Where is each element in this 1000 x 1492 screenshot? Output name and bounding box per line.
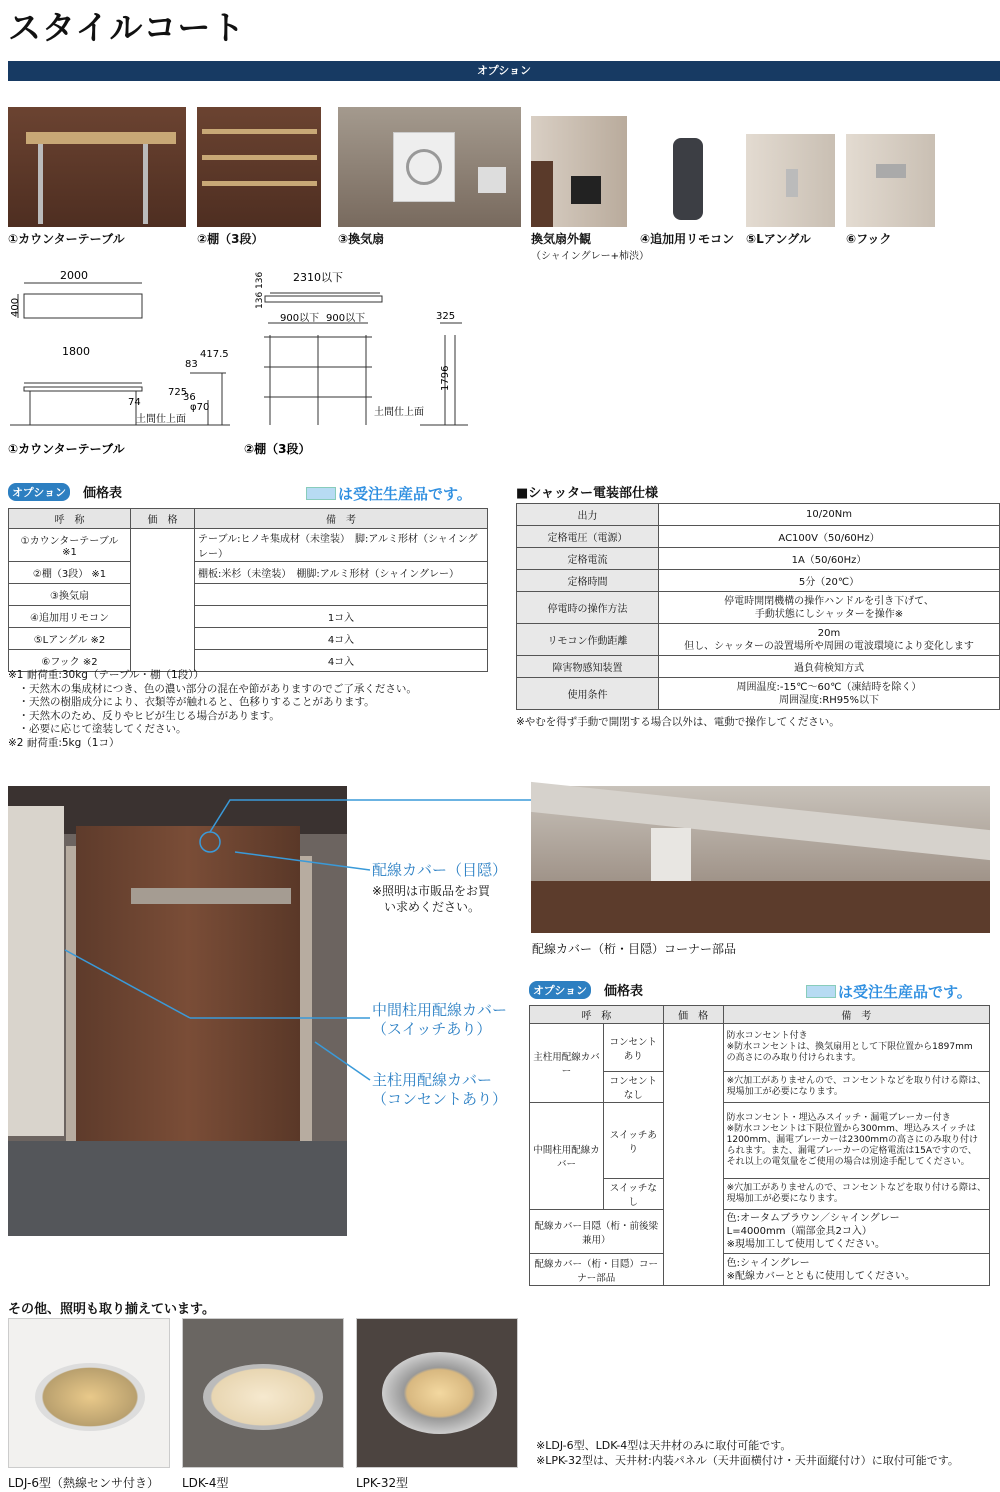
caption-fan-exterior	[531, 230, 649, 262]
dim-70: φ70	[190, 402, 210, 413]
made-to-order-text-2: は受注生産品です。	[838, 983, 972, 1001]
price-cell	[131, 529, 195, 672]
callout-wiring-note: ※照明は市販品をお買 い求めください。	[372, 884, 491, 914]
row-note	[195, 584, 488, 606]
caption-l-angle: ⑤Lアングル	[746, 232, 811, 246]
photo-l-angle	[746, 134, 835, 227]
price-table-2	[529, 1005, 990, 1286]
spec-key: 定格電圧（電源）	[517, 526, 659, 548]
shelf-floor-label: 土間仕上面	[374, 407, 424, 418]
variant-switch-no: スイッチなし	[603, 1179, 663, 1210]
caption-hook: ⑥フック	[846, 232, 892, 246]
variant-outlet-no: コンセントなし	[603, 1072, 663, 1103]
spec-key: 出力	[517, 504, 659, 526]
photo-lpk32	[356, 1318, 518, 1468]
caption-ldk4: LDK-4型	[182, 1476, 229, 1490]
col-name-2: 呼 称	[530, 1006, 664, 1024]
caption-fan-exterior-label: 換気扇外観	[531, 232, 592, 246]
spec-key: 定格時間	[517, 570, 659, 592]
photo-shelf	[197, 107, 321, 227]
row-note: 棚板:米杉（未塗装） 棚脚:アルミ形材（シャイングレー）	[195, 562, 488, 584]
table-row	[9, 606, 488, 628]
price-notes-1: ※1 耐荷重:30kg（テーブル・棚（1段）） ・天然木の集成材につき、色の濃い部分の混在や節がありますのでご了承ください。 ・天然の樹脂成分により、衣類等が触れると、色移りすることがあります。 ・天然木のため、反りやヒビが生じる場合があります。 ・必要に応じて塗装してください。 ※2 耐荷重:5kg（1コ）	[8, 669, 417, 749]
dim-136: 136 136	[255, 271, 265, 309]
callout-mid-post-cover: 中間柱用配線カバー （スイッチあり）	[372, 1001, 508, 1038]
caption-shelf: ②棚（3段）	[197, 232, 264, 246]
dim-725: 725	[168, 387, 188, 398]
spec-key: 障害物感知装置	[517, 656, 659, 678]
photo-hook	[846, 134, 935, 227]
row-name: ⑥フック ※2	[9, 650, 131, 672]
dim-1800: 1800	[62, 345, 90, 358]
option-badge-1: オプション	[8, 483, 70, 501]
col-note-2: 備 考	[723, 1006, 989, 1024]
row-note: 防水コンセント付き ※防水コンセントは、換気扇用として下限位置から1897mm の高さにのみ取り付けられます。	[723, 1024, 989, 1072]
table-row	[9, 562, 488, 584]
photo-fan-exterior	[531, 116, 627, 227]
row-note: 1コ入	[195, 606, 488, 628]
table-row	[9, 584, 488, 606]
made-to-order-2	[806, 981, 972, 1002]
callout-main-post-cover: 主柱用配線カバー （コンセントあり）	[372, 1071, 508, 1108]
spec-key: リモコン作動距離	[517, 624, 659, 656]
group-cover: 配線カバー目隠（桁・前後梁兼用）	[530, 1210, 664, 1254]
table-top-plan	[24, 294, 142, 318]
table-row	[530, 1103, 990, 1179]
table-row	[517, 678, 1000, 710]
dim-325: 325	[436, 311, 456, 322]
option-badge-2: オプション	[529, 981, 591, 999]
spec-value: AC100V（50/60Hz）	[659, 526, 1000, 548]
group-main-post: 主柱用配線カバー	[530, 1024, 604, 1103]
page-title: スタイルコート	[8, 8, 246, 47]
col-price-2: 価 格	[663, 1006, 723, 1024]
legend-swatch-1	[306, 487, 336, 500]
table-floor-label: 土間仕上面	[136, 414, 186, 425]
row-note: 色:オータムブラウン／シャイングレー L=4000mm（端部金具2コ入） ※現場加工して使用してください。	[723, 1210, 989, 1254]
row-name: ③換気扇	[9, 584, 131, 606]
dim-900b: 900以下	[326, 313, 366, 324]
table-row	[517, 624, 1000, 656]
spec-value: 10/20Nm	[659, 504, 1000, 526]
dim-83: 83	[185, 359, 198, 370]
photo-counter-table	[8, 107, 186, 227]
dim-1796: 1796	[440, 365, 451, 391]
dim-417: 417.5	[200, 349, 229, 360]
row-name: ④追加用リモコン	[9, 606, 131, 628]
drawing-table-label: ①カウンターテーブル	[8, 442, 125, 456]
spec-key: 使用条件	[517, 678, 659, 710]
caption-fan-exterior-sub: （シャイングレー+柿渋）	[531, 251, 649, 262]
variant-outlet-yes: コンセントあり	[603, 1024, 663, 1072]
col-note-1: 備 考	[195, 509, 488, 529]
table-row	[517, 526, 1000, 548]
caption-remote: ④追加用リモコン	[640, 232, 735, 246]
row-name: ②棚（3段） ※1	[9, 562, 131, 584]
row-note: 4コ入	[195, 628, 488, 650]
dim-900a: 900以下	[280, 313, 320, 324]
caption-corner-part: 配線カバー（桁・目隠）コーナー部品	[532, 942, 737, 956]
made-to-order-text-1: は受注生産品です。	[338, 485, 472, 503]
table-row	[530, 1210, 990, 1254]
spec-value: 5分（20℃）	[659, 570, 1000, 592]
spec-value: 周囲温度:-15℃〜60℃（凍結時を除く） 周囲湿度:RH95%以下	[659, 678, 1000, 710]
row-name: ①カウンターテーブル ※1	[9, 529, 131, 562]
drawing-shelf-label: ②棚（3段）	[244, 442, 311, 456]
callout-wiring-cover: 配線カバー（目隠）	[372, 861, 508, 879]
made-to-order-1	[306, 483, 472, 504]
dim-2000: 2000	[60, 269, 88, 282]
variant-switch-yes: スイッチあり	[603, 1103, 663, 1179]
table-row	[517, 504, 1000, 526]
spec-key: 定格電流	[517, 548, 659, 570]
spec-key: 停電時の操作方法	[517, 592, 659, 624]
table-row	[517, 570, 1000, 592]
row-note: ※穴加工がありませんので、コンセントなどを取り付ける際は、 現場加工が必要になります。	[723, 1072, 989, 1103]
dim-2310: 2310以下	[293, 271, 343, 284]
dim-74: 74	[128, 397, 141, 408]
dim-36: 36	[183, 392, 196, 403]
caption-ldj6: LDJ-6型（熱線センサ付き）	[8, 1476, 160, 1490]
table-row	[9, 628, 488, 650]
caption-lpk32: LPK-32型	[356, 1476, 409, 1490]
shutter-table	[516, 503, 1000, 710]
row-note: テーブル:ヒノキ集成材（未塗装） 脚:アルミ形材（シャイングレー）	[195, 529, 488, 562]
photo-fan	[338, 107, 521, 227]
table-row	[530, 1024, 990, 1072]
caption-counter-table: ①カウンターテーブル	[8, 232, 125, 246]
table-row	[530, 1254, 990, 1286]
dimension-drawings	[0, 265, 470, 460]
photo-corner-part	[531, 786, 990, 933]
spec-value: 過負荷検知方式	[659, 656, 1000, 678]
col-name-1: 呼 称	[9, 509, 131, 529]
table-row	[517, 656, 1000, 678]
row-note: 防水コンセント・埋込みスイッチ・漏電ブレーカー付き ※防水コンセントは下限位置から300mm、埋込みスイッチは 1200mm、漏電ブレーカーは2300mmの高さにのみ取り付け られます。また、漏電ブレーカーの定格電流は15Aですので、 それ以上の電気量をご使用の場合は別途手配してください。	[723, 1103, 989, 1179]
callout-lines	[0, 780, 540, 1110]
photo-remote	[640, 120, 740, 227]
table-row	[517, 548, 1000, 570]
group-mid-post: 中間柱用配線カバー	[530, 1103, 604, 1210]
photo-ldk4	[182, 1318, 344, 1468]
price-table-1	[8, 508, 488, 672]
price-heading-1: 価格表	[83, 486, 123, 501]
legend-swatch-2	[806, 985, 836, 998]
dim-400: 400	[10, 297, 21, 317]
lights-heading: その他、照明も取り揃えています。	[8, 1302, 215, 1317]
group-corner: 配線カバー（桁・目隠）コーナー部品	[530, 1254, 664, 1286]
row-note: 色:シャイングレー ※配線カバーとともに使用してください。	[723, 1254, 989, 1286]
shutter-heading: ■シャッター電装部仕様	[516, 486, 659, 501]
col-price-1: 価 格	[131, 509, 195, 529]
price-heading-2: 価格表	[604, 984, 644, 999]
lights-note: ※LDJ-6型、LDK-4型は天井材のみに取付可能です。 ※LPK-32型は、天井材:内装パネル（天井面横付け・天井面縦付け）に取付可能です。	[536, 1439, 959, 1467]
spec-value: 20m 但し、シャッターの設置場所や周囲の電波環境により変化します	[659, 624, 1000, 656]
section-bar: オプション	[8, 61, 1000, 81]
row-note: 4コ入	[195, 650, 488, 672]
caption-fan: ③換気扇	[338, 232, 385, 246]
table-row	[9, 529, 488, 562]
row-note: ※穴加工がありませんので、コンセントなどを取り付ける際は、 現場加工が必要になります。	[723, 1179, 989, 1210]
photo-ldj6	[8, 1318, 170, 1468]
price-cell-2	[663, 1024, 723, 1286]
spec-value: 1A（50/60Hz）	[659, 548, 1000, 570]
spec-value: 停電時開閉機構の操作ハンドルを引き下げて、 手動状態にしシャッターを操作※	[659, 592, 1000, 624]
shutter-note: ※やむを得ず手動で開閉する場合以外は、電動で操作してください。	[516, 716, 840, 728]
table-row	[517, 592, 1000, 624]
row-name: ⑤Lアングル ※2	[9, 628, 131, 650]
